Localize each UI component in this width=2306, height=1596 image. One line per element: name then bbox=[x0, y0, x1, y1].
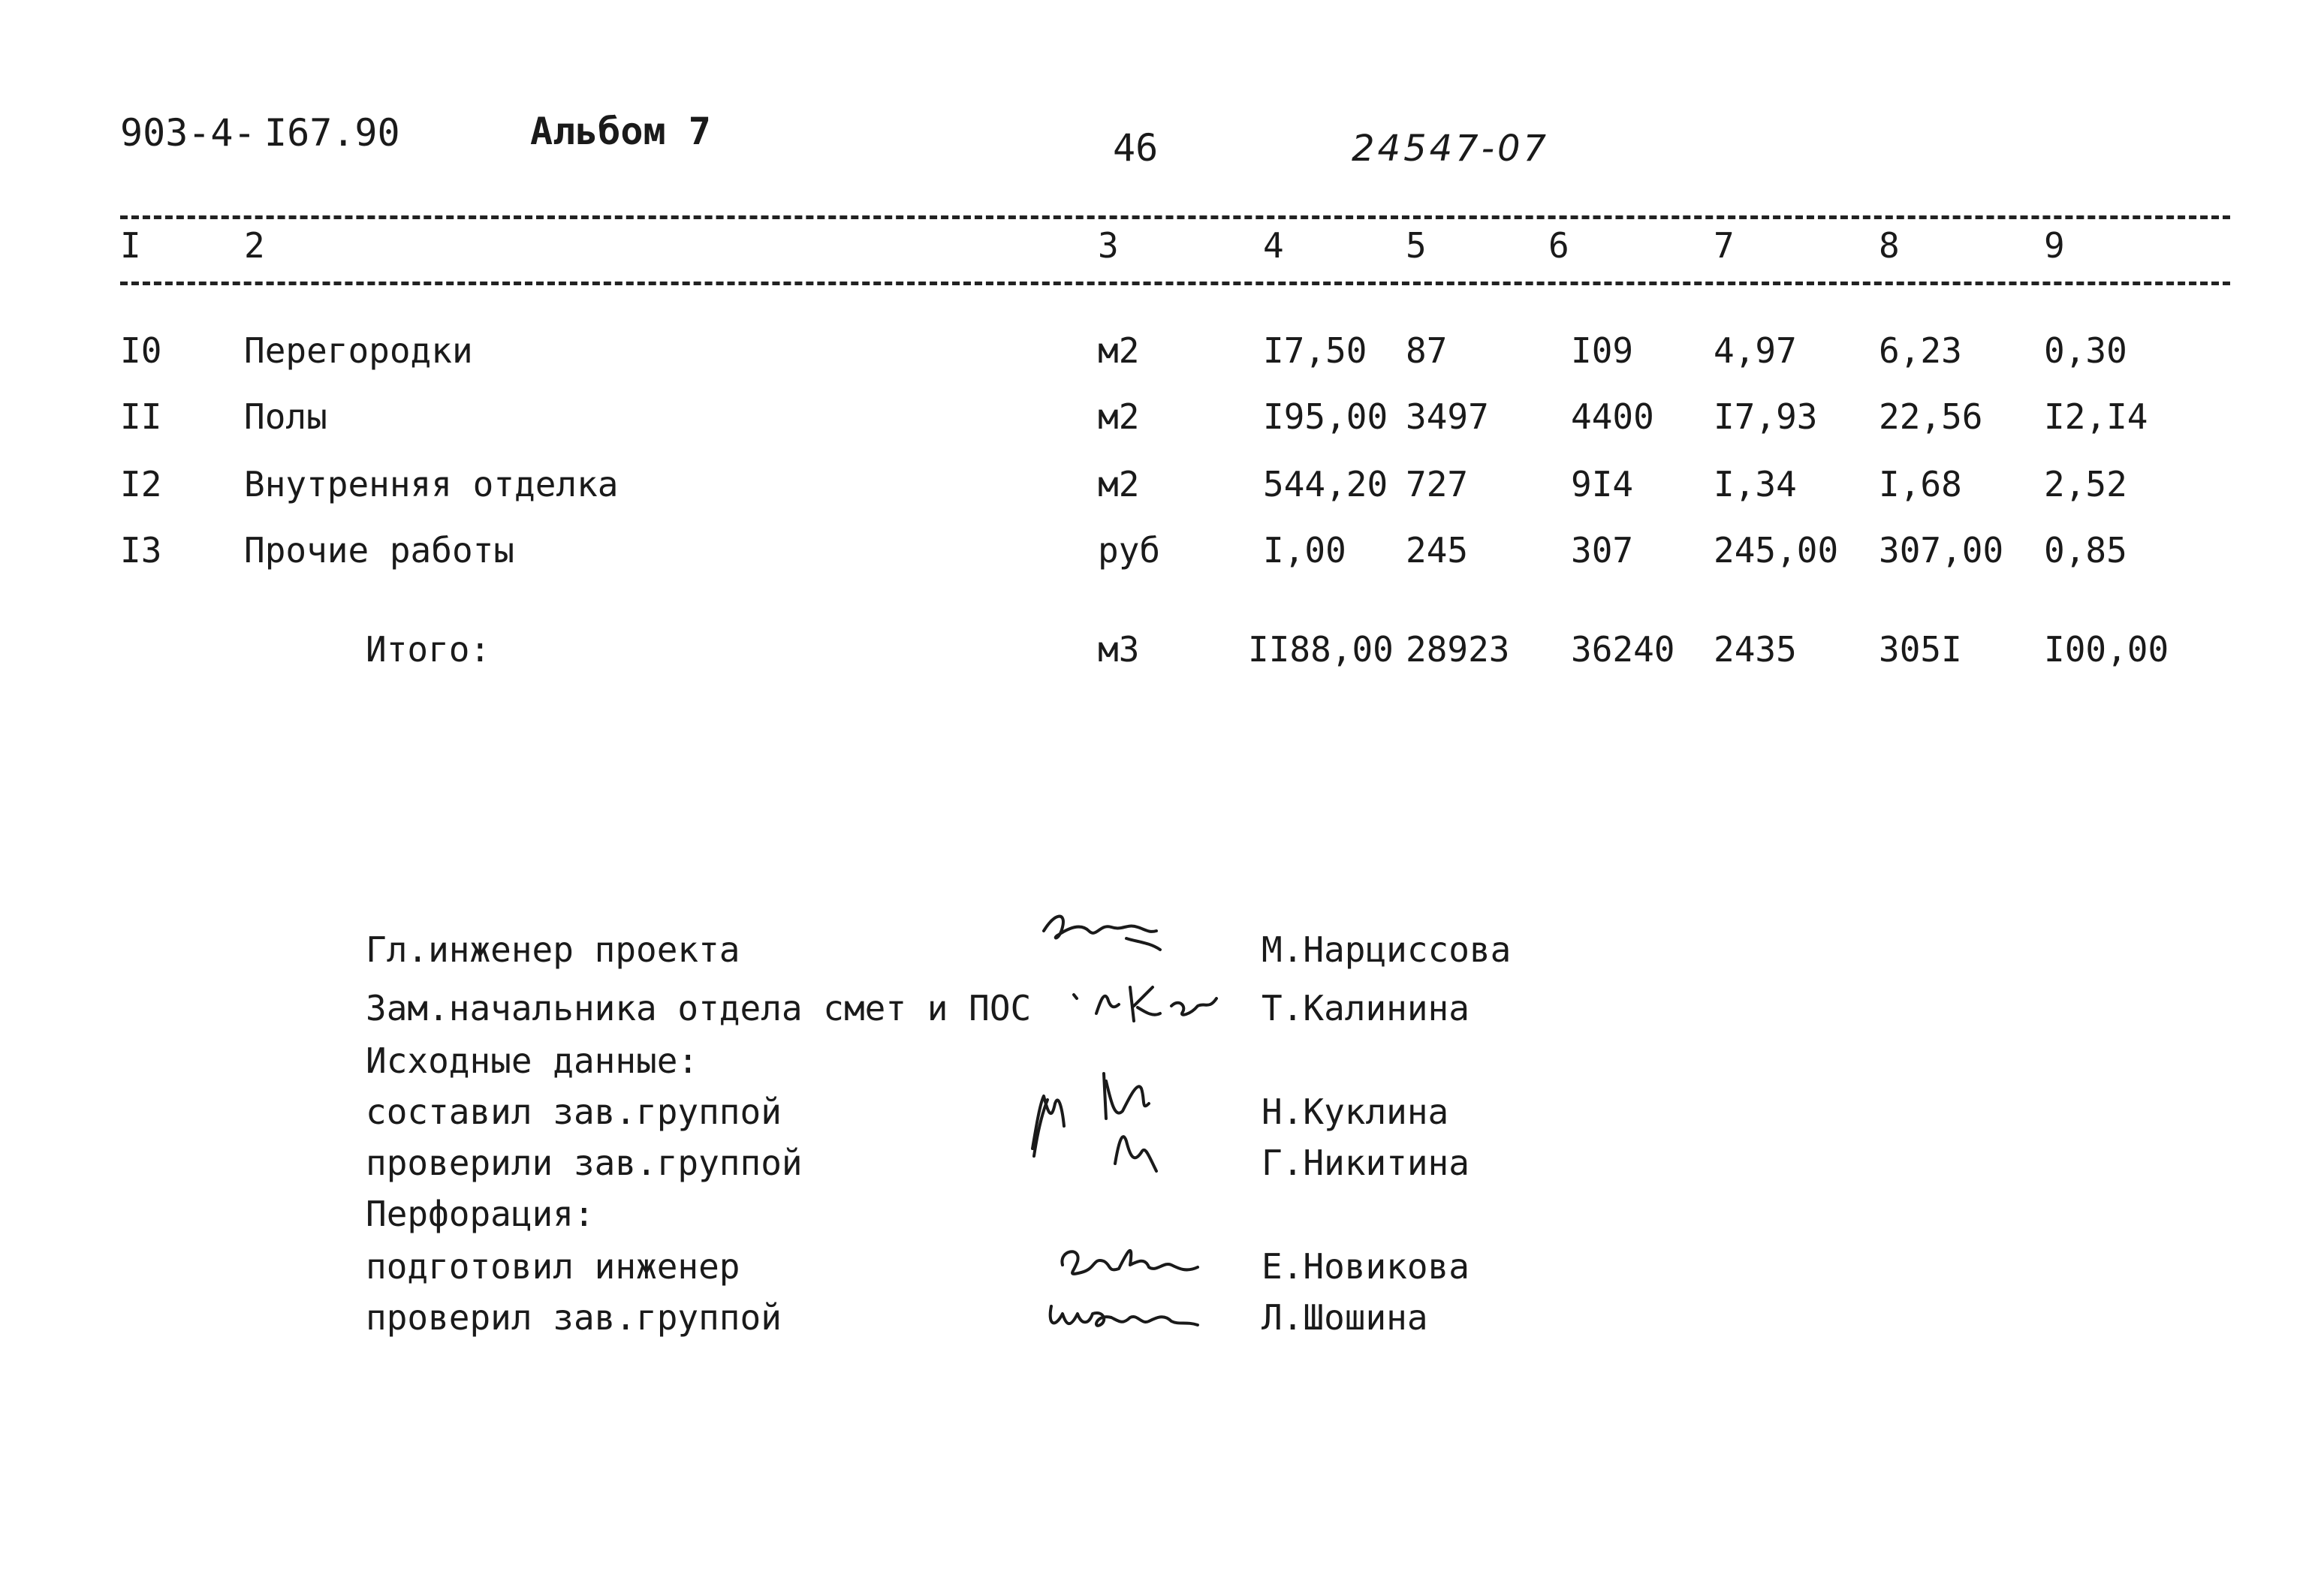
row-col5: 245 bbox=[1406, 530, 1469, 571]
row-col4: 544,20 bbox=[1263, 464, 1388, 504]
column-number-3: 3 bbox=[1098, 225, 1119, 266]
handwritten-number: 24547-07 bbox=[1352, 128, 1550, 170]
source-data-label: Исходные данные: bbox=[366, 1040, 699, 1081]
row-col9: 0,30 bbox=[2044, 330, 2127, 371]
row-unit: м2 bbox=[1098, 330, 1140, 371]
column-number-5: 5 bbox=[1406, 225, 1427, 266]
column-number-7: 7 bbox=[1714, 225, 1735, 266]
column-number-9: 9 bbox=[2044, 225, 2065, 266]
total-label: Итого: bbox=[366, 629, 491, 670]
table-top-rule bbox=[120, 215, 2230, 219]
document-code: 903-4- bbox=[120, 111, 256, 155]
row-col6: 9I4 bbox=[1571, 464, 1634, 504]
row-number: I2 bbox=[120, 464, 162, 504]
row-col6: 4400 bbox=[1571, 396, 1654, 437]
compiled-by-name: Н.Куклина bbox=[1262, 1092, 1449, 1132]
row-col5: 727 bbox=[1406, 464, 1469, 504]
row-unit: руб bbox=[1098, 530, 1161, 571]
row-col5: 87 bbox=[1406, 330, 1448, 371]
checked-by-label: проверили зав.группой bbox=[366, 1143, 803, 1183]
deputy-head-name: Т.Калинина bbox=[1262, 988, 1470, 1028]
row-name: Внутренняя отделка bbox=[244, 464, 619, 504]
verified-by-label: проверил зав.группой bbox=[366, 1297, 782, 1338]
row-col7: 245,00 bbox=[1714, 530, 1839, 571]
total-col8: 305I bbox=[1879, 629, 1962, 670]
column-number-8: 8 bbox=[1879, 225, 1900, 266]
row-col9: 2,52 bbox=[2044, 464, 2127, 504]
row-col7: I7,93 bbox=[1714, 396, 1818, 437]
row-col6: I09 bbox=[1571, 330, 1634, 371]
row-number: I3 bbox=[120, 530, 162, 571]
document-number: I67.90 bbox=[264, 111, 400, 155]
total-col6: 36240 bbox=[1571, 629, 1675, 670]
verified-by-name: Л.Шошина bbox=[1262, 1297, 1428, 1338]
handwritten-signature bbox=[1036, 905, 1171, 972]
handwritten-signature bbox=[1051, 1231, 1216, 1291]
row-col4: I95,00 bbox=[1263, 396, 1388, 437]
prepared-by-label: подготовил инженер bbox=[366, 1246, 740, 1287]
perforation-label: Перфорация: bbox=[366, 1194, 595, 1234]
row-unit: м2 bbox=[1098, 464, 1140, 504]
row-col8: I,68 bbox=[1879, 464, 1962, 504]
checked-by-name: Г.Никитина bbox=[1262, 1143, 1470, 1183]
row-name: Полы bbox=[244, 396, 327, 437]
deputy-head-label: Зам.начальника отдела смет и ПОС bbox=[366, 988, 1032, 1028]
total-col4: II88,00 bbox=[1248, 629, 1394, 670]
handwritten-signature bbox=[1066, 976, 1231, 1036]
row-col7: 4,97 bbox=[1714, 330, 1797, 371]
row-col7: I,34 bbox=[1714, 464, 1797, 504]
row-col9: 0,85 bbox=[2044, 530, 2127, 571]
column-number-1: I bbox=[120, 225, 141, 266]
page-number: 46 bbox=[1113, 126, 1159, 170]
prepared-by-name: Е.Новикова bbox=[1262, 1246, 1470, 1287]
row-col4: I,00 bbox=[1263, 530, 1346, 571]
row-number: II bbox=[120, 396, 162, 437]
column-number-2: 2 bbox=[244, 225, 265, 266]
handwritten-signature bbox=[1017, 1058, 1213, 1209]
total-unit: м3 bbox=[1098, 629, 1140, 670]
chief-engineer-label: Гл.инженер проекта bbox=[366, 929, 740, 970]
total-col5: 28923 bbox=[1406, 629, 1510, 670]
handwritten-signature bbox=[1036, 1284, 1216, 1344]
table-header-rule bbox=[120, 282, 2230, 285]
row-col9: I2,I4 bbox=[2044, 396, 2148, 437]
row-name: Прочие работы bbox=[244, 530, 515, 571]
row-col6: 307 bbox=[1571, 530, 1634, 571]
column-number-4: 4 bbox=[1263, 225, 1284, 266]
row-name: Перегородки bbox=[244, 330, 473, 371]
album-label: Альбом 7 bbox=[530, 110, 711, 153]
column-number-6: 6 bbox=[1548, 225, 1569, 266]
row-number: I0 bbox=[120, 330, 162, 371]
row-col8: 307,00 bbox=[1879, 530, 2004, 571]
total-col7: 2435 bbox=[1714, 629, 1797, 670]
row-col8: 22,56 bbox=[1879, 396, 1983, 437]
row-col8: 6,23 bbox=[1879, 330, 1962, 371]
row-col5: 3497 bbox=[1406, 396, 1489, 437]
chief-engineer-name: М.Нарциссова bbox=[1262, 929, 1512, 970]
row-col4: I7,50 bbox=[1263, 330, 1367, 371]
row-unit: м2 bbox=[1098, 396, 1140, 437]
total-col9: I00,00 bbox=[2044, 629, 2169, 670]
compiled-by-label: составил зав.группой bbox=[366, 1092, 782, 1132]
